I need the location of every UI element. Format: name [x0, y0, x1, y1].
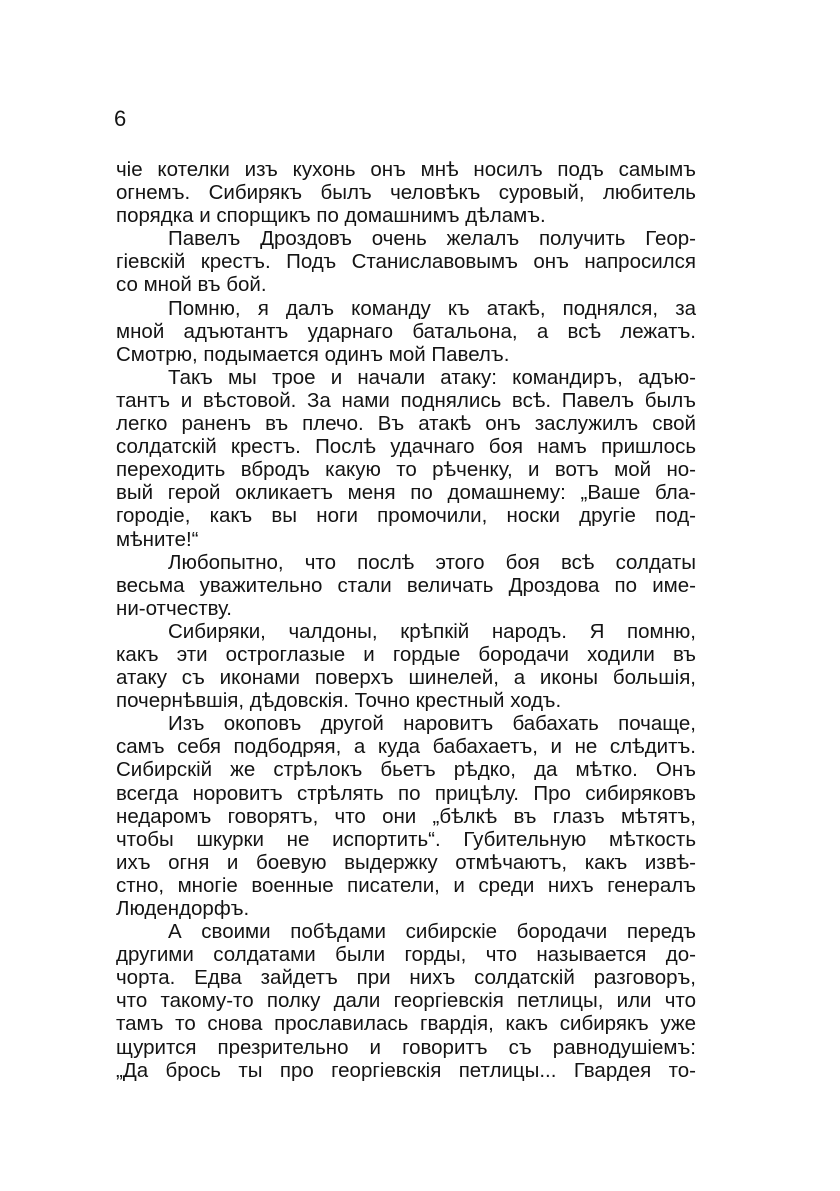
text-line: городіе, какъ вы ноги промочили, носки другіе под-	[116, 504, 696, 528]
text-line: Любопытно, что послѣ этого боя всѣ солдаты	[168, 550, 696, 574]
text-line: со мной въ бой.	[116, 273, 267, 297]
text-line: атаку съ иконами поверхъ шинелей, а иконы большія,	[116, 666, 696, 690]
body-text	[116, 158, 696, 1082]
text-line: Такъ мы трое и начали атаку: командиръ, адъю-	[168, 365, 696, 389]
text-line: тантъ и вѣстовой. За нами поднялись всѣ. Павелъ былъ	[116, 388, 696, 412]
text-line: мной адъютантъ ударнаго батальона, а всѣ лежатъ.	[116, 319, 696, 343]
text-line: чіе котелки изъ кухонь онъ мнѣ носилъ подъ самымъ	[116, 158, 696, 181]
text-line: Помню, я далъ команду къ атакѣ, поднялся, за	[168, 296, 696, 320]
text-line: недаромъ говорятъ, что они „бѣлкѣ въ глазъ мѣтятъ,	[116, 804, 696, 828]
text-line: Сибиряки, чалдоны, крѣпкій народъ. Я помню,	[168, 619, 696, 643]
text-line: „Да брось ты про георгіевскія петлицы... Гвардея то-	[116, 1058, 696, 1082]
text-line: чорта. Едва зайдетъ при нихъ солдатскій разговоръ,	[116, 966, 696, 990]
text-line: какъ эти остроглазые и гордые бородачи ходили въ	[116, 642, 696, 666]
text-line: щурится презрительно и говоритъ съ равнодушіемъ:	[116, 1035, 696, 1059]
text-line: ни-отчеству.	[116, 596, 232, 620]
text-line: переходить вбродъ какую то рѣченку, и вотъ мой но-	[116, 458, 696, 482]
text-line: весьма уважительно стали величать Дроздова по име-	[116, 573, 696, 597]
text-line: почернѣвшія, дѣдовскія. Точно крестный ходъ.	[116, 689, 562, 713]
text-line: Павелъ Дроздовъ очень желалъ получить Геор-	[168, 227, 696, 251]
text-line: самъ себя подбодряя, а куда бабахаетъ, и не слѣдитъ.	[116, 735, 696, 759]
text-line: вый герой окликаетъ меня по домашнему: „Ваше бла-	[116, 481, 696, 505]
text-line: другими солдатами были горды, что называется до-	[116, 943, 696, 967]
text-line: всегда норовитъ стрѣлять по прицѣлу. Про сибиряковъ	[116, 781, 696, 805]
text-line: мѣните!“	[116, 527, 199, 551]
text-line: Сибирскій же стрѣлокъ бьетъ рѣдко, да мѣтко. Онъ	[116, 758, 696, 782]
text-line: Людендорфъ.	[116, 897, 250, 920]
text-line: чтобы шкурки не испортить“. Губительную мѣткость	[116, 827, 696, 851]
page-number: 6	[114, 106, 127, 131]
text-line: тамъ то снова прославилась гвардія, какъ сибирякъ уже	[116, 1012, 696, 1036]
text-line: гіевскій крестъ. Подъ Станиславовымъ онъ напросился	[116, 250, 696, 274]
text-line: легко раненъ въ плечо. Въ атакѣ онъ заслужилъ свой	[116, 412, 696, 436]
text-line: порядка и спорщикъ по домашнимъ дѣламъ.	[116, 204, 546, 228]
text-line: А своими побѣдами сибирскіе бородачи передъ	[168, 920, 696, 944]
text-line: что такому-то полку дали георгіевскія петлицы, или что	[116, 989, 696, 1013]
text-line: солдатскій крестъ. Послѣ удачнаго боя намъ пришлось	[116, 435, 696, 459]
text-line: стно, многіе военные писатели, и среди нихъ генералъ	[116, 873, 696, 897]
text-line: Изъ окоповъ другой наровитъ бабахать почаще,	[168, 712, 696, 736]
text-line: огнемъ. Сибирякъ былъ человѣкъ суровый, любитель	[116, 181, 696, 205]
text-line: Смотрю, подымается одинъ мой Павелъ.	[116, 342, 510, 366]
text-line: ихъ огня и боевую выдержку отмѣчаютъ, какъ извѣ-	[116, 850, 696, 874]
